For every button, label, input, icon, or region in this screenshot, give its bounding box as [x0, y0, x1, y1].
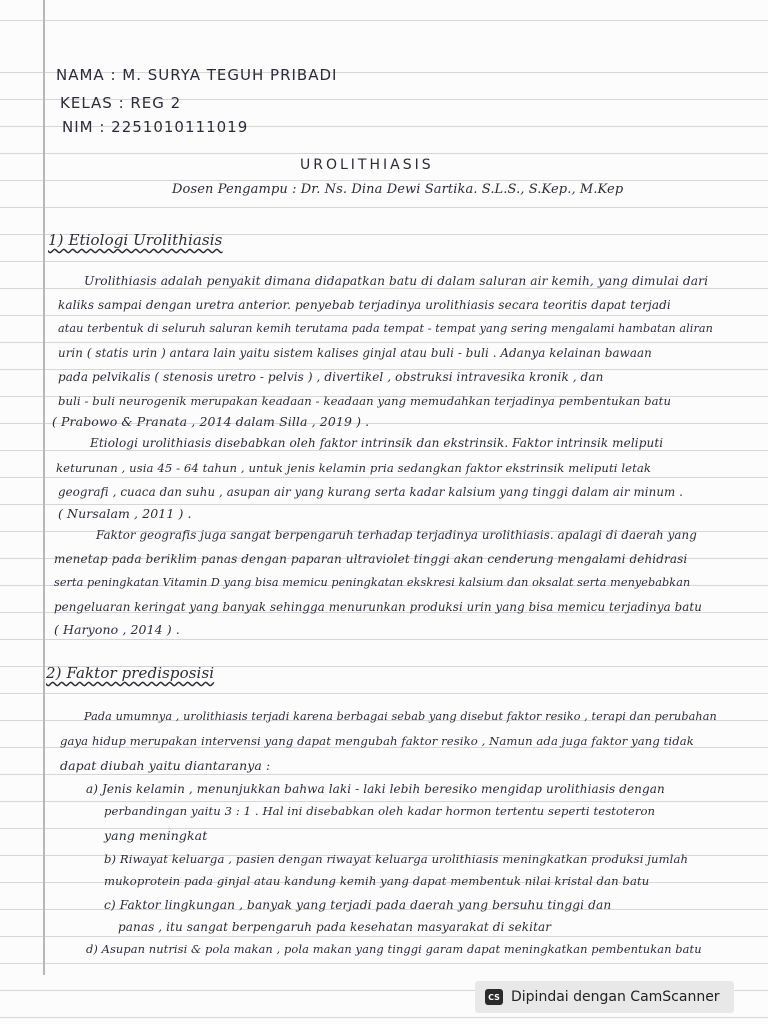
camscanner-logo-icon: CS [485, 989, 503, 1005]
list-item: c) Faktor lingkungan , banyak yang terjadi pada daerah yang bersuhu tinggi dan [104, 898, 612, 912]
section-heading-etiologi: 1) Etiologi Urolithiasis [48, 231, 223, 249]
text-line: Pada umumnya , urolithiasis terjadi karena berbagai sebab yang disebut faktor resiko , terapi dan perubahan [84, 710, 717, 723]
text-line: urin ( statis urin ) antara lain yaitu sistem kalises ginjal atau buli - buli . Adanya kelainan bawaan [58, 346, 652, 360]
text-line: Etiologi urolithiasis disebabkan oleh faktor intrinsik dan ekstrinsik. Faktor intrinsik meliputi [90, 436, 664, 450]
text-line: keturunan , usia 45 - 64 tahun , untuk jenis kelamin pria sedangkan faktor ekstrinsik meliputi letak [56, 461, 651, 475]
lecturer-line: Dosen Pengampu : Dr. Ns. Dina Dewi Sartika. S.L.S., S.Kep., M.Kep [172, 182, 624, 197]
text-line: Urolithiasis adalah penyakit dimana didapatkan batu di dalam saluran air kemih, yang dimulai dari [84, 274, 709, 288]
camscanner-watermark [475, 981, 734, 1013]
list-item: a) Jenis kelamin , menunjukkan bahwa laki - laki lebih beresiko mengidap urolithiasis dengan [86, 782, 665, 796]
student-name: NAMA : M. SURYA TEGUH PRIBADI [56, 66, 338, 84]
page-title: UROLITHIASIS [300, 157, 434, 173]
list-item: d) Asupan nutrisi & pola makan , pola makan yang tinggi garam dapat meningkatkan pembentukan batu [86, 942, 702, 956]
text-line: ( Haryono , 2014 ) . [54, 622, 180, 637]
text-line: menetap pada beriklim panas dengan paparan ultraviolet tinggi akan cenderung mengalami dehidrasi [54, 552, 688, 566]
text-line: yang meningkat [104, 828, 208, 843]
text-line: dapat diubah yaitu diantaranya : [60, 758, 271, 773]
text-line: atau terbentuk di seluruh saluran kemih terutama pada tempat - tempat yang sering mengalami hambatan aliran [58, 322, 713, 335]
list-item: b) Riwayat keluarga , pasien dengan riwayat keluarga urolithiasis meningkatkan produksi jumlah [104, 852, 689, 866]
text-line: geografi , cuaca dan suhu , asupan air yang kurang serta kadar kalsium yang tinggi dalam air minum . [58, 485, 683, 499]
text-line: perbandingan yaitu 3 : 1 . Hal ini disebabkan oleh kadar hormon tertentu seperti testoteron [104, 804, 656, 818]
watermark-text: Dipindai dengan CamScanner [511, 989, 720, 1005]
text-line: serta peningkatan Vitamin D yang bisa memicu peningkatan ekskresi kalsium dan oksalat serta menyebabkan [54, 576, 691, 589]
section-heading-predisposisi: 2) Faktor predisposisi [46, 664, 215, 682]
text-line: mukoprotein pada ginjal atau kandung kemih yang dapat membentuk nilai kristal dan batu [104, 874, 650, 888]
student-nim: NIM : 2251010111019 [62, 118, 249, 136]
text-line: ( Prabowo & Pranata , 2014 dalam Silla , 2019 ) . [52, 414, 370, 429]
text-line: kaliks sampai dengan uretra anterior. penyebab terjadinya urolithiasis secara teoritis dapat terjadi [58, 298, 671, 312]
student-class: KELAS : REG 2 [60, 94, 182, 112]
text-line: Faktor geografis juga sangat berpengaruh terhadap terjadinya urolithiasis. apalagi di daerah yang [96, 528, 697, 542]
text-line: gaya hidup merupakan intervensi yang dapat mengubah faktor resiko , Namun ada juga faktor yang tidak [60, 734, 694, 748]
text-line: buli - buli neurogenik merupakan keadaan - keadaan yang memudahkan terjadinya pembentukan batu [58, 394, 672, 408]
text-line: ( Nursalam , 2011 ) . [58, 506, 192, 521]
text-line: panas , itu sangat berpengaruh pada kesehatan masyarakat di sekitar [118, 920, 552, 934]
text-line: pengeluaran keringat yang banyak sehingga menurunkan produksi urin yang bisa memicu terjadinya batu [54, 600, 702, 614]
text-line: pada pelvikalis ( stenosis uretro - pelvis ) , divertikel , obstruksi intravesika kronik , dan [58, 370, 604, 384]
